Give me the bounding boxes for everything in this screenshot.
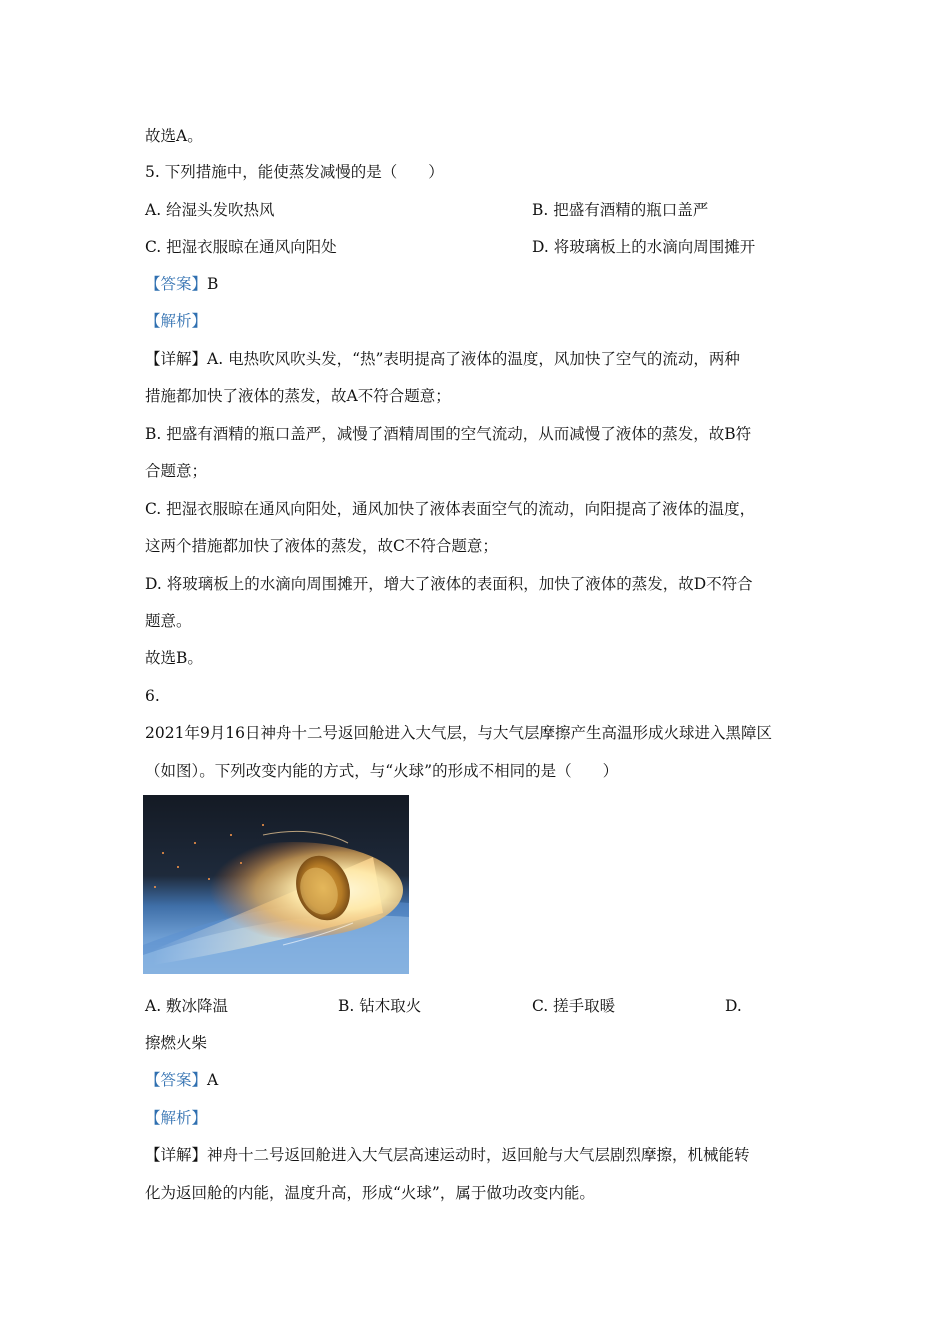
q6-option-b: B. 钻木取火 bbox=[338, 997, 422, 1015]
q6-number: 6. bbox=[145, 687, 160, 705]
q6-stem-line-1: 2021年9月16日神舟十二号返回舱进入大气层，与大气层摩擦产生高温形成火球进入黑障区 bbox=[145, 724, 773, 742]
fireball-illustration bbox=[143, 795, 409, 974]
q6-analysis-tag: 【解析】 bbox=[145, 1109, 208, 1127]
q5-detail-line-4: 合题意； bbox=[145, 462, 208, 480]
q5-detail-line-3: B. 把盛有酒精的瓶口盖严，减慢了酒精周围的空气流动，从而减慢了液体的蒸发，故B符 bbox=[145, 425, 752, 443]
q5-analysis-tag: 【解析】 bbox=[145, 312, 208, 330]
q5-detail-line-8: 题意。 bbox=[145, 612, 192, 630]
q6-option-c: C. 搓手取暖 bbox=[532, 997, 616, 1015]
q6-option-d-text: 擦燃火柴 bbox=[145, 1034, 208, 1052]
reentry-capsule-image bbox=[143, 795, 409, 974]
q5-answer-tag: 【答案】 bbox=[145, 275, 208, 293]
q5-answer bbox=[145, 274, 218, 294]
q5-detail-text-1: A. 电热吹风吹头发，“热”表明提高了液体的温度，风加快了空气的流动，两种 bbox=[207, 350, 740, 368]
q5-option-c: C. 把湿衣服晾在通风向阳处 bbox=[145, 238, 337, 256]
q5-detail-tag: 【详解】 bbox=[145, 350, 208, 368]
q6-option-a: A. 敷冰降温 bbox=[145, 997, 229, 1015]
q5-stem: 5. 下列措施中，能使蒸发减慢的是（ ） bbox=[145, 163, 444, 181]
q5-option-b: B. 把盛有酒精的瓶口盖严 bbox=[532, 201, 709, 219]
q5-answer-value: B bbox=[207, 275, 219, 293]
q6-answer-value: A bbox=[207, 1071, 219, 1089]
q6-detail-line-1 bbox=[145, 1145, 750, 1165]
q5-detail-line-2: 措施都加快了液体的蒸发，故A不符合题意； bbox=[145, 387, 451, 405]
q5-detail-line-1 bbox=[145, 349, 740, 369]
q5-detail-line-5: C. 把湿衣服晾在通风向阳处，通风加快了液体表面空气的流动，向阳提高了液体的温度， bbox=[145, 500, 756, 518]
q5-detail-line-6: 这两个措施都加快了液体的蒸发，故C不符合题意； bbox=[145, 537, 498, 555]
q6-stem-line-2: （如图）。下列改变内能的方式，与“火球”的形成不相同的是（ ） bbox=[145, 762, 619, 780]
q5-option-d: D. 将玻璃板上的水滴向周围摊开 bbox=[532, 238, 756, 256]
q6-answer bbox=[145, 1070, 218, 1090]
q6-detail-text-1: 神舟十二号返回舱进入大气层高速运动时，返回舱与大气层剧烈摩擦，机械能转 bbox=[207, 1146, 750, 1164]
q4-conclusion: 故选A。 bbox=[145, 127, 203, 145]
q6-option-d: D. bbox=[725, 997, 742, 1015]
q5-option-a: A. 给湿头发吹热风 bbox=[145, 201, 275, 219]
q5-detail-line-7: D. 将玻璃板上的水滴向周围摊开，增大了液体的表面积，加快了液体的蒸发，故D不符合 bbox=[145, 575, 753, 593]
q6-answer-tag: 【答案】 bbox=[145, 1071, 208, 1089]
q6-detail-tag: 【详解】 bbox=[145, 1146, 208, 1164]
q6-detail-line-2: 化为返回舱的内能，温度升高，形成“火球”，属于做功改变内能。 bbox=[145, 1184, 595, 1202]
q5-conclusion: 故选B。 bbox=[145, 649, 203, 667]
